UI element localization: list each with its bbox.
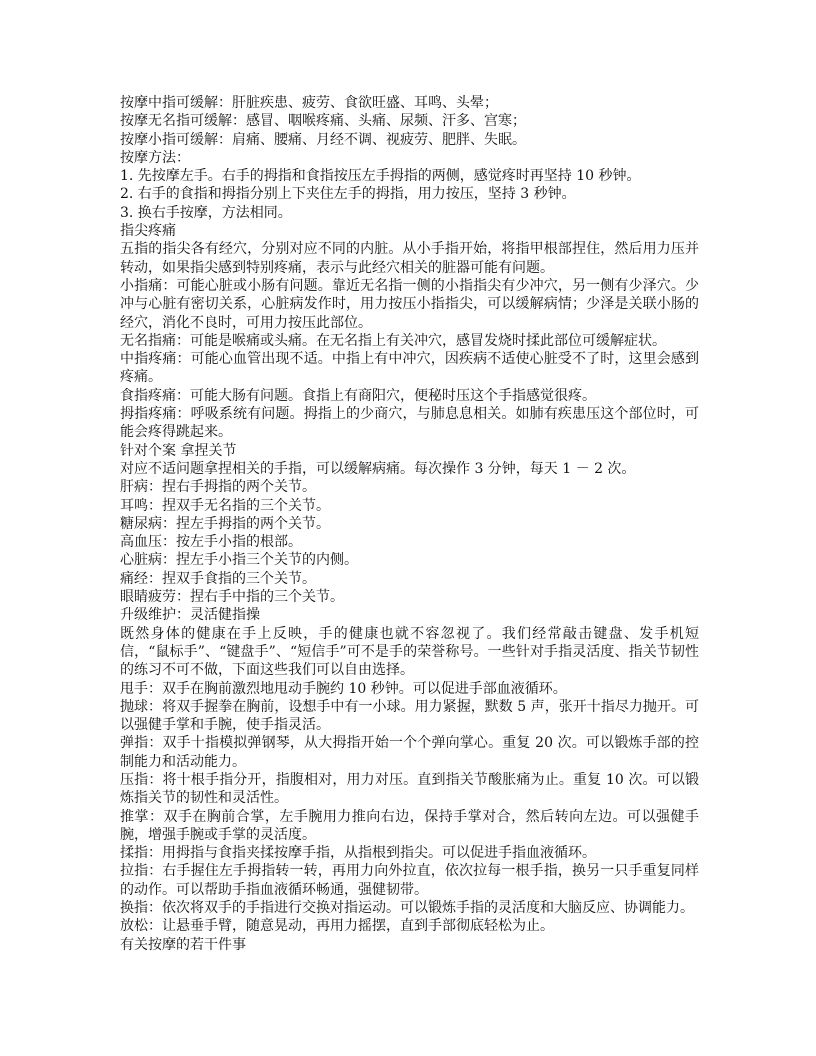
paragraph: 心脏病：捏左手小指三个关节的内侧。 — [120, 552, 358, 569]
paragraph: 针对个案 拿捏关节 — [120, 442, 237, 459]
paragraph: 中指疼痛：可能心血管出现不适。中指上有中冲穴，因疾病不适使心脏受不了时，这里会感到疼痛。 — [120, 351, 699, 386]
paragraph: 升级维护：灵活健指操 — [120, 607, 260, 624]
paragraph: 按摩无名指可缓解：感冒、咽喉疼痛、头痛、尿频、汗多、宫寒； — [120, 113, 526, 130]
paragraph: 2. 右手的食指和拇指分别上下夹住左手的拇指，用力按压，坚持 3 秒钟。 — [120, 186, 576, 203]
paragraph: 推掌：双手在胸前合掌，左手腕用力推向右边，保持手掌对合，然后转向左边。可以强健手腕，增强手腕或手掌的灵活度。 — [120, 808, 699, 843]
paragraph: 有关按摩的若干件事 — [120, 936, 246, 953]
paragraph: 放松：让悬垂手臂，随意晃动，再用力摇摆，直到手部彻底轻松为止。 — [120, 918, 554, 935]
paragraph: 食指疼痛：可能大肠有问题。食指上有商阳穴，便秘时压这个手指感觉很疼。 — [120, 387, 596, 404]
paragraph: 甩手：双手在胸前激烈地甩动手腕约 10 秒钟。可以促进手部血液循环。 — [120, 680, 567, 697]
paragraph: 1. 先按摩左手。右手的拇指和食指按压左手拇指的两侧，感觉疼时再坚持 10 秒钟。 — [120, 168, 641, 185]
paragraph: 耳鸣：捏双手无名指的三个关节。 — [120, 497, 330, 514]
paragraph: 无名指痛：可能是喉痛或头痛。在无名指上有关冲穴，感冒发烧时揉此部位可缓解症状。 — [120, 332, 666, 349]
paragraph: 按摩方法： — [120, 149, 190, 166]
paragraph: 肝病：捏右手拇指的两个关节。 — [120, 479, 316, 496]
paragraph: 指尖疼痛 — [120, 223, 176, 240]
paragraph: 换指：依次将双手的手指进行交换对指运动。可以锻炼手指的灵活度和大脑反应、协调能力。 — [120, 900, 694, 917]
paragraph: 痛经：捏双手食指的三个关节。 — [120, 570, 316, 587]
paragraph: 既然身体的健康在手上反映，手的健康也就不容忽视了。我们经常敲击键盘、发手机短信，“鼠标手”、“键盘手”、“短信手”可不是手的荣誉称号。一些针对手指灵活度、指关节韧性的练习不可不做，下面这些我们可以自由选择。 — [120, 625, 699, 679]
paragraph: 3. 换右手按摩，方法相同。 — [120, 204, 292, 221]
paragraph: 弹指：双手十指模拟弹钢琴，从大拇指开始一个个弹向掌心。重复 20 次。可以锻炼手部的控制能力和活动能力。 — [120, 735, 699, 770]
paragraph: 拇指疼痛：呼吸系统有问题。拇指上的少商穴，与肺息息相关。如肺有疾患压这个部位时，可能会疼得跳起来。 — [120, 406, 699, 441]
paragraph: 拉指：右手握住左手拇指转一转，再用力向外拉直，依次拉每一根手指，换另一只手重复同样的动作。可以帮助手指血液循环畅通，强健韧带。 — [120, 863, 699, 898]
paragraph: 按摩小指可缓解：肩痛、腰痛、月经不调、视疲劳、肥胖、失眠。 — [120, 131, 526, 148]
document-body — [120, 94, 699, 954]
paragraph: 按摩中指可缓解：肝脏疾患、疲劳、食欲旺盛、耳鸣、头晕； — [120, 95, 498, 111]
paragraph: 五指的指尖各有经穴，分别对应不同的内脏。从小手指开始，将指甲根部捏住，然后用力压并转动，如果指尖感到特别疼痛，表示与此经穴相关的脏器可能有问题。 — [120, 241, 699, 276]
paragraph: 糖尿病：捏左手拇指的两个关节。 — [120, 515, 330, 532]
paragraph: 眼睛疲劳：捏右手中指的三个关节。 — [120, 589, 344, 606]
paragraph: 压指：将十根手指分开，指腹相对，用力对压。直到指关节酸胀痛为止。重复 10 次。可以锻炼指关节的韧性和灵活性。 — [120, 771, 699, 807]
paragraph: 抛球：将双手握拳在胸前，设想手中有一小球。用力紧握，默数 5 声，张开十指尽力抛开。可以强健手掌和手腕，使手指灵活。 — [120, 698, 699, 734]
paragraph: 对应不适问题拿捏相关的手指，可以缓解病痛。每次操作 3 分钟，每天 1 － 2 次。 — [120, 460, 636, 477]
paragraph: 揉指：用拇指与食指夹揉按摩手指，从指根到指尖。可以促进手指血液循环。 — [120, 845, 596, 862]
paragraph: 高血压：按左手小指的根部。 — [120, 534, 302, 551]
paragraph: 小指痛：可能心脏或小肠有问题。靠近无名指一侧的小指指尖有少冲穴，另一侧有少泽穴。少冲与心脏有密切关系，心脏病发作时，用力按压小指指尖，可以缓解病情；少泽是关联小肠的经穴，消化不良时，可用力按压此部位。 — [120, 277, 699, 331]
